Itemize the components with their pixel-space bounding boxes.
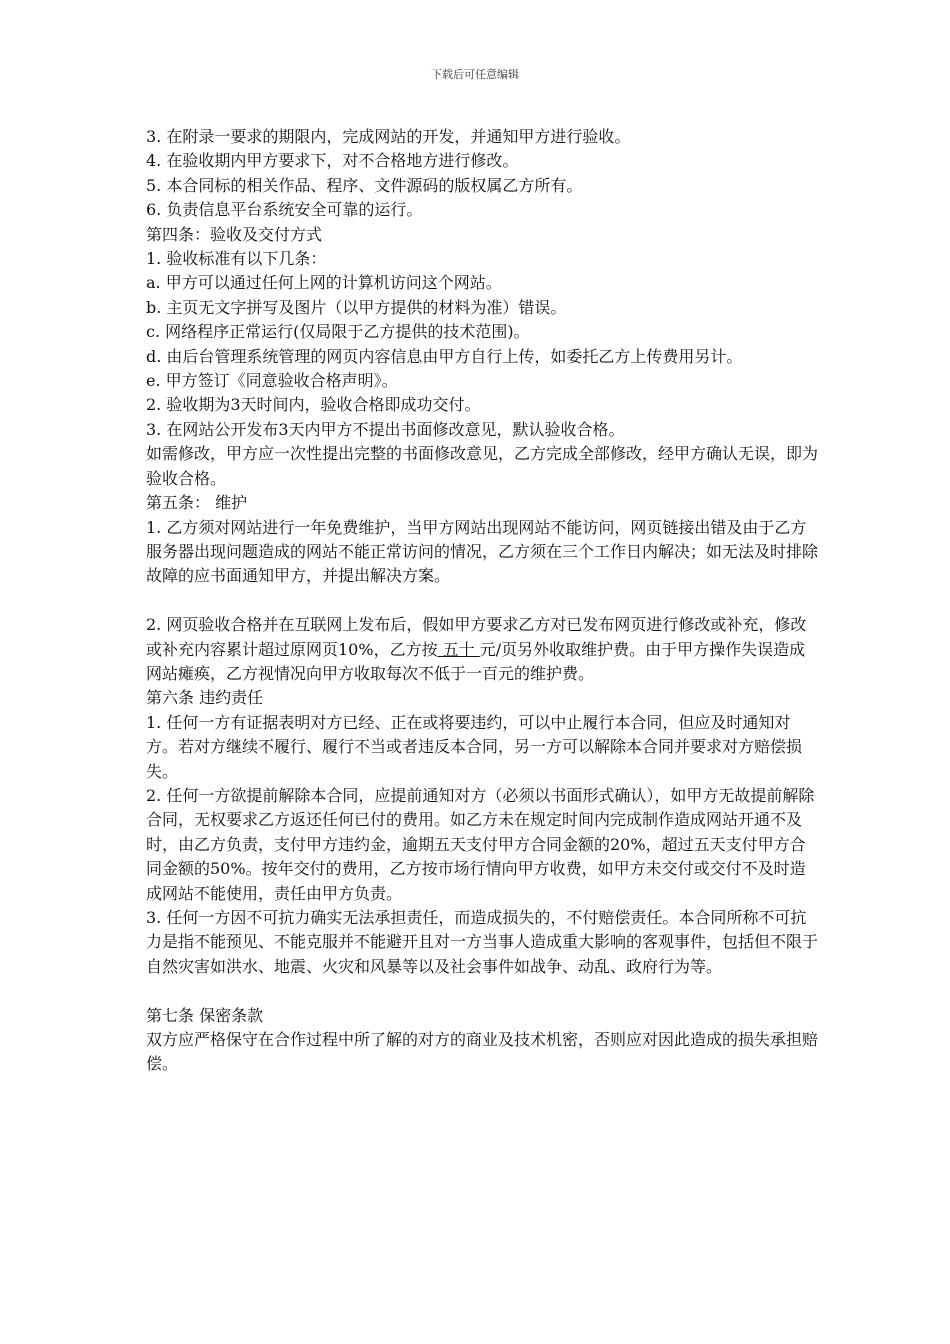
paragraph: 如需修改，甲方应一次性提出完整的书面修改意见，乙方完成全部修改，经甲方确认无误，即为验收合格。 — [146, 444, 819, 488]
paragraph: 3. 在附录一要求的期限内，完成网站的开发，并通知甲方进行验收。 — [146, 127, 631, 146]
paragraph: 双方应严格保守在合作过程中所了解的对方的商业及技术机密，否则应对因此造成的损失承担赔偿。 — [146, 1030, 819, 1074]
blank-line — [146, 589, 820, 613]
paragraph: 2. 任何一方欲提前解除本合同，应提前通知对方（必须以书面形式确认），如甲方无故提前解除合同，无权要求乙方返还任何已付的费用。如乙方未在规定时间内完成制作造成网站开通不及时，由乙方负责，支付甲方违约金，逾期五天支付甲方合同金额的20%，超过五天支付甲方合同金额的50%。按年交付的费用，乙方按市场行情向甲方收费，如甲方未交付或交付不及时造成网站不能使用，责任由甲方负责。 — [146, 785, 815, 903]
paragraph: 2. 验收期为3天时间内，验收合格即成功交付。 — [146, 395, 481, 415]
page-header: 下载后可任意编辑 — [431, 68, 519, 81]
document-body — [146, 125, 820, 1077]
paragraph: c. 网络程序正常运行(仅局限于乙方提供的技术范围)。 — [146, 322, 530, 342]
paragraph-text: 2. 网页验收合格并在互联网上发布后，假如甲方要求乙方对已发布网页进行修改或补充，修改或补充内容累计超过原网页10%，乙方按 — [146, 615, 807, 659]
fee-amount: 五十 — [437, 639, 480, 659]
paragraph — [146, 613, 820, 686]
paragraph: e. 甲方签订《同意验收合格声明》。 — [146, 371, 398, 391]
section-heading: 第六条 违约责任 — [146, 688, 264, 708]
paragraph: 1. 验收标准有以下几条： — [146, 249, 327, 269]
paragraph: d. 由后台管理系统管理的网页内容信息由甲方自行上传，如委托乙方上传费用另计。 — [146, 346, 743, 366]
paragraph: 1. 乙方须对网站进行一年免费维护，当甲方网站出现网站不能访问，网页链接出错及由于乙方服务器出现问题造成的网站不能正常访问的情况，乙方须在三个工作日内解决；如无法及时排除故障的应书面通知甲方，并提出解决方案。 — [146, 517, 819, 586]
paragraph: 1. 任何一方有证据表明对方已经、正在或将要违约，可以中止履行本合同，但应及时通知对方。若对方继续不履行、履行不当或者违反本合同，另一方可以解除本合同并要求对方赔偿损失。 — [146, 712, 803, 781]
paragraph: b. 主页无文字拼写及图片（以甲方提供的材料为准）错误。 — [146, 297, 567, 317]
paragraph: a. 甲方可以通过任何上网的计算机访问这个网站。 — [146, 273, 502, 293]
section-heading: 第四条：验收及交付方式 — [146, 224, 323, 244]
paragraph: 3. 在网站公开发布3天内甲方不提出书面修改意见，默认验收合格。 — [146, 419, 625, 439]
paragraph: 6. 负责信息平台系统安全可靠的运行。 — [146, 200, 423, 220]
paragraph: 5. 本合同标的相关作品、程序、文件源码的版权属乙方所有。 — [146, 175, 583, 195]
paragraph-text: 元/页另外收取维护费。由于甲方操作失误造成网站瘫痪，乙方视情况向甲方收取每次不低于一百元的维护费。 — [146, 639, 806, 683]
paragraph: 3. 任何一方因不可抗力确实无法承担责任，而造成损失的，不付赔偿责任。本合同所称不可抗力是指不能预见、不能克服并不能避开且对一方当事人造成重大影响的客观事件，包括但不限于自然灾害如洪水、地震、火灾和风暴等以及社会事件如战争、动乱、政府行为等。 — [146, 907, 819, 976]
paragraph: 4. 在验收期内甲方要求下，对不合格地方进行修改。 — [146, 151, 519, 171]
section-heading: 第五条： 维护 — [146, 493, 248, 513]
section-heading: 第七条 保密条款 — [146, 1005, 264, 1025]
blank-line — [146, 979, 820, 1003]
